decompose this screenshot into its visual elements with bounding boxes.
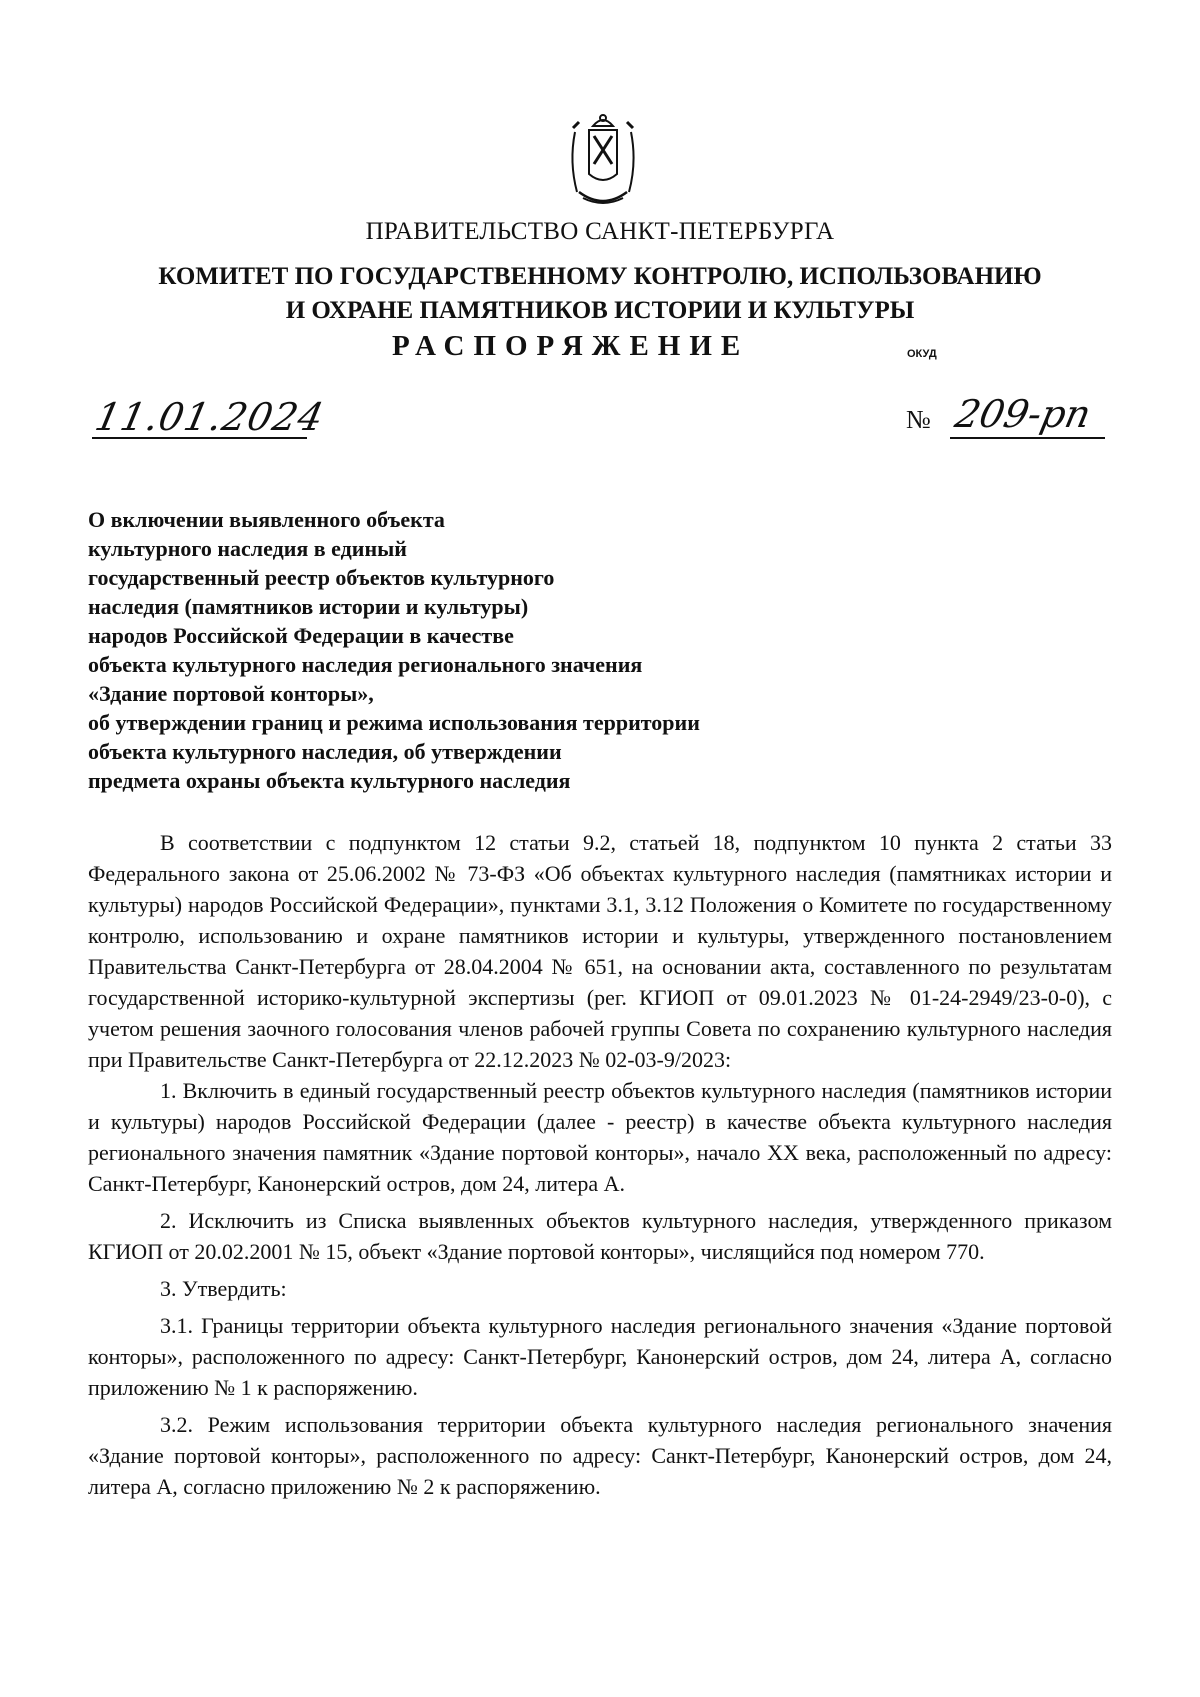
document-subject — [88, 505, 848, 795]
subject-line: объекта культурного наследия, об утверждении — [88, 739, 562, 764]
subject-line: народов Российской Федерации в качестве — [88, 623, 514, 648]
document-type-title: РАСПОРЯЖЕНИЕ — [392, 330, 750, 362]
committee-name — [0, 260, 1200, 328]
handwritten-date: 11.01.2024 — [91, 395, 329, 439]
handwritten-number: 209-рп — [951, 392, 1095, 436]
committee-line-1: КОМИТЕТ ПО ГОСУДАРСТВЕННОМУ КОНТРОЛЮ, ИСПОЛЬЗОВАНИЮ — [158, 263, 1042, 290]
subject-line: «Здание портовой конторы», — [88, 681, 374, 706]
subject-line: наследия (памятников истории и культуры) — [88, 594, 529, 619]
subject-line: О включении выявленного объекта — [88, 507, 445, 532]
number-label: № — [906, 405, 931, 434]
item-3-2-paragraph: 3.2. Режим использования территории объекта культурного наследия регионального значения «Здание портовой конторы», расположенного по адресу: Санкт-Петербург, Канонерский остров, дом 24, литера А, согласно приложению № 2 к распоряжению. — [88, 1412, 1112, 1499]
subject-line: государственный реестр объектов культурного — [88, 565, 555, 590]
okud-label: ОКУД — [907, 348, 937, 360]
item-1-paragraph: 1. Включить в единый государственный реестр объектов культурного наследия (памятников истории и культуры) народов Российской Федерации (далее - реестр) в качестве объекта культурного наследия регионального значения памятник «Здание портовой конторы», начало XX века, расположенный по адресу: Санкт-Петербург, Канонерский остров, дом 24, литера А. — [88, 1078, 1112, 1196]
date-underline — [92, 437, 307, 439]
subject-line: предмета охраны объекта культурного наследия — [88, 768, 571, 793]
committee-line-2: И ОХРАНЕ ПАМЯТНИКОВ ИСТОРИИ И КУЛЬТУРЫ — [285, 297, 915, 324]
subject-line: об утверждении границ и режима использования территории — [88, 710, 700, 735]
number-underline — [950, 437, 1105, 439]
item-2-paragraph: 2. Исключить из Списка выявленных объектов культурного наследия, утвержденного приказом КГИОП от 20.02.2001 № 15, объект «Здание портовой конторы», числящийся под номером 770. — [88, 1208, 1112, 1264]
item-3-paragraph: 3. Утвердить: — [160, 1276, 287, 1301]
document-body — [88, 827, 1112, 1502]
government-name: ПРАВИТЕЛЬСТВО САНКТ-ПЕТЕРБУРГА — [365, 218, 835, 245]
preamble-paragraph: В соответствии с подпунктом 12 статьи 9.2, статьей 18, подпунктом 10 пункта 2 статьи 33 Федерального закона от 25.06.2002 № 73-ФЗ «Об объектах культурного наследия (памятниках истории и культуры) народов Российской Федерации», пунктами 3.1, 3.12 Положения о Комитете по государственному контролю, использованию и охране памятников истории и культуры, утвержденного постановлением Правительства Санкт-Петербурга от 28.04.2004 № 651, на основании акта, составленного по результатам государственной историко-культурной экспертизы (рег. КГИОП от 09.01.2023 № 01-24-2949/23-0-0), с учетом решения заочного голосования членов рабочей группы Совета по сохранению культурного наследия при Правительстве Санкт-Петербурга от 22.12.2023 № 02-03-9/2023: — [88, 830, 1112, 1072]
subject-line: объекта культурного наследия регионального значения — [88, 652, 643, 677]
coat-of-arms-icon — [563, 112, 643, 212]
item-3-1-paragraph: 3.1. Границы территории объекта культурного наследия регионального значения «Здание портовой конторы», расположенного по адресу: Санкт-Петербург, Канонерский остров, дом 24, литера А, согласно приложению № 1 к распоряжению. — [88, 1313, 1112, 1400]
subject-line: культурного наследия в единый — [88, 536, 407, 561]
